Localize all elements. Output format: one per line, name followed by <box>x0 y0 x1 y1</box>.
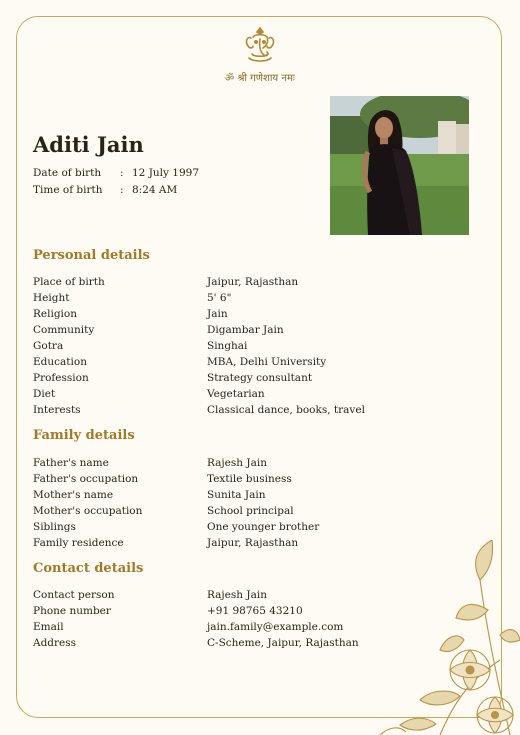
detail-label: Interests <box>33 404 81 416</box>
colon-separator: : <box>120 184 124 196</box>
detail-label: Address <box>33 637 77 649</box>
detail-label: Height <box>33 292 70 304</box>
detail-label: Phone number <box>33 605 111 617</box>
floral-corner-decoration <box>360 540 520 735</box>
ganesha-icon <box>241 24 279 66</box>
detail-value: Sunita Jain <box>207 489 266 501</box>
detail-value: Digambar Jain <box>207 324 284 336</box>
detail-value: +91 98765 43210 <box>207 605 303 617</box>
personal-details-heading: Personal details <box>33 248 150 263</box>
detail-row <box>33 324 473 340</box>
contact-details-heading: Contact details <box>33 561 144 576</box>
detail-label: Religion <box>33 308 77 320</box>
detail-value: Vegetarian <box>207 388 265 400</box>
detail-row <box>33 489 473 505</box>
date-of-birth-value: 12 July 1997 <box>132 167 200 179</box>
detail-label: Diet <box>33 388 56 400</box>
detail-value: School principal <box>207 505 294 517</box>
detail-label: Email <box>33 621 64 633</box>
detail-value: jain.family@example.com <box>207 621 344 633</box>
date-of-birth-label: Date of birth <box>33 167 102 179</box>
detail-row <box>33 276 473 292</box>
detail-label: Contact person <box>33 589 115 601</box>
time-of-birth-label: Time of birth <box>33 184 103 196</box>
detail-label: Family residence <box>33 537 124 549</box>
detail-value: MBA, Delhi University <box>207 356 327 368</box>
detail-value: Singhai <box>207 340 248 352</box>
detail-value: Classical dance, books, travel <box>207 404 365 416</box>
detail-label: Mother's name <box>33 489 114 501</box>
detail-row <box>33 457 473 473</box>
detail-row <box>33 521 473 537</box>
detail-row <box>33 292 473 308</box>
detail-value: Rajesh Jain <box>207 457 267 469</box>
detail-label: Place of birth <box>33 276 105 288</box>
detail-value: C-Scheme, Jaipur, Rajasthan <box>207 637 359 649</box>
detail-row <box>33 308 473 324</box>
profile-name: Aditi Jain <box>33 132 144 157</box>
time-of-birth-value: 8:24 AM <box>132 184 178 196</box>
detail-label: Mother's occupation <box>33 505 143 517</box>
detail-value: Rajesh Jain <box>207 589 267 601</box>
detail-row <box>33 356 473 372</box>
detail-label: Father's name <box>33 457 109 469</box>
invocation-text: ॐ श्री गणेशाय नमः <box>225 73 295 84</box>
detail-row <box>33 340 473 356</box>
detail-value: Jain <box>207 308 228 320</box>
detail-label: Education <box>33 356 87 368</box>
detail-label: Father's occupation <box>33 473 139 485</box>
family-details-heading: Family details <box>33 428 135 443</box>
detail-value: Jaipur, Rajasthan <box>207 276 299 288</box>
detail-label: Siblings <box>33 521 76 533</box>
profile-photo <box>330 96 469 235</box>
detail-label: Gotra <box>33 340 64 352</box>
detail-row <box>33 505 473 521</box>
detail-label: Community <box>33 324 95 336</box>
detail-value: Jaipur, Rajasthan <box>207 537 299 549</box>
detail-value: 5' 6" <box>207 292 232 304</box>
detail-row <box>33 372 473 388</box>
detail-value: One younger brother <box>207 521 320 533</box>
colon-separator: : <box>120 167 124 179</box>
detail-row <box>33 404 473 420</box>
detail-value: Strategy consultant <box>207 372 313 384</box>
detail-value: Textile business <box>207 473 292 485</box>
detail-label: Profession <box>33 372 89 384</box>
detail-row <box>33 473 473 489</box>
detail-row <box>33 388 473 404</box>
